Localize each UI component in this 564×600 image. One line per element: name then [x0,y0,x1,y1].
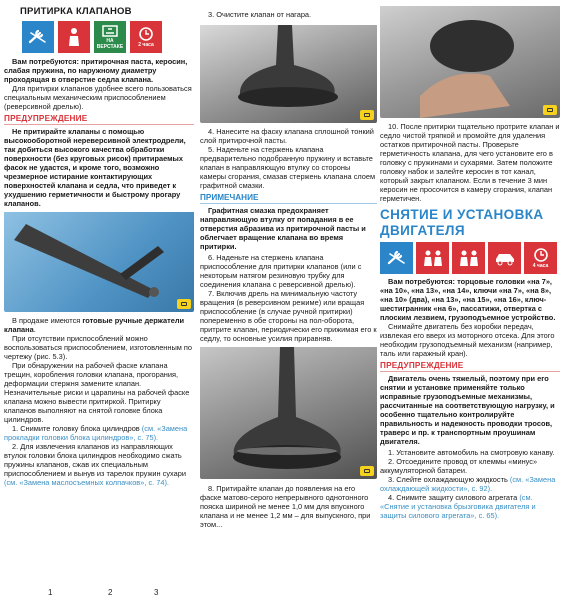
two-persons-icon [416,242,449,274]
paragraph-intro: Для притирки клапанов удобнее всего пользоваться специальным механическим приспособлением (реверсивной дрелью). [4,84,192,111]
camera-icon [177,299,191,309]
link-head-gasket[interactable]: (см. «Замена прокладки головки блока цилиндров», с. 75). [4,424,188,442]
clock-icon [524,242,557,274]
valve-lapped-illustration [200,347,377,479]
clock-icon [130,21,162,53]
figure-number: 3 [154,588,159,597]
car-lift-icon [488,242,521,274]
lift-icon [94,21,126,53]
figure-number: 1 [48,588,53,597]
warning-heading: ПРЕДУПРЕЖДЕНИЕ [380,361,560,372]
person-icon [58,21,90,53]
step-2: 2. Для извлечения клапанов из направляющих втулок головки блока цилиндров необходимо сжать пружины клапанов, сжав их специальным приспособлением и вынув из тарелок пружин сухари (см. «Замена маслосъемных колпачков», с. 74). [4,442,187,487]
link-engine-guard[interactable]: (см. «Снятие и установка брызговика двигателя и защиты силового агрегата», с. 65). [380,493,536,520]
two-persons-icon [452,242,485,274]
figure-number: 2 [108,588,113,597]
camera-icon [543,105,557,115]
link-coolant[interactable]: (см. «Замена охлаждающей жидкости», с. 92). [380,475,556,493]
step-10: 10. После притирки тщательно протрите клапан и седло чистой тряпкой и промойте для удаления остатков притирочной пасты. Проверьте герметичность клапана, для чего установите его в головку с пружинами и сухарями. Затем положите головку набок и залейте керосин в тот канал, который закрыт клапаном. Если в течение 3 мин керосин не просочится в камеру сгорания, клапан герметичен. [380,122,560,203]
section-title-valve-lapping: ПРИТИРКА КЛАПАНОВ [20,6,132,17]
paragraph-holders: В продаже имеются готовые ручные держатели клапана. [4,316,185,334]
valve-cleaning-illustration [200,25,377,123]
clock-icon-label: 2 часа [138,42,154,48]
section-heading-engine: СНЯТИЕ И УСТАНОВКА ДВИГАТЕЛЯ [380,207,544,238]
step-4: 4. Снимите защиту силового агрегата (см. «Снятие и установка брызговика двигателя и защиты силового агрегата», с. 65). [380,493,536,520]
camera-icon [360,110,374,120]
link-valve-seals[interactable]: (см. «Замена маслосъемных колпачков», с. 74). [4,478,169,487]
step-4: 4. Нанесите на фаску клапана сплошной тонкий слой притирочной пасты. [200,127,374,145]
required-tools: Вам потребуются: торцовые головки «на 7», «на 10», «на 13», «на 14», ключи «на 7», «на 8», «на 10» (два), «на 13», «на 15», «на 16», ключ-шестигранник «на 6», пассатижи, отвертка с плоским лезвием, грузоподъемное устройство. [380,277,556,322]
clock-icon-label: 4 часа [532,263,549,269]
paragraph-fixture: При отсутствии приспособлений можно воспользоваться приспособлением, изготовленным по чертежу (рис. 5.3). [4,334,193,361]
column-left [4,0,194,600]
photo-valve-holder [4,212,194,312]
column-right [380,0,560,600]
tool-icons-row [22,21,194,53]
step-3: 3. Очистите клапан от нагара. [208,10,312,19]
lift-icon-label: НА ВЕРСТАКЕ [96,38,124,50]
warning-text: Двигатель очень тяжелый, поэтому при его снятии и установке применяйте только исправные грузоподъемные механизмы, рассчитанные на соответствующую нагрузку, и особенно тщательно контролируйте правильность и надежность проводки тросов, траверс и пр. к транспортным проушинам двигателя. [380,374,555,446]
photo-valve-lapped [200,347,377,479]
warning-text: Не притирайте клапаны с помощью высокооборотной нереверсивной электродрели, так добиться высокого качества обработки поверхности (без круговых рисок) притираемых фасок не удастся, и кроме того, возможно чрезмерное истирание контактирующих поверхностей клапана и седла, что приведет к ухудшению герметичности и быстрому прогару клапанов. [4,127,186,208]
step-1: 1. Установите автомобиль на смотровую канаву. [388,448,555,457]
photo-valve-cleaning [200,25,377,123]
wrench-icon [22,21,54,53]
step-6: 6. Наденьте на стержень клапана приспособление для притирки клапанов (или с некоторым натягом резиновую трубку для соединения клапана с реверсивной дрелью). [200,253,362,289]
valve-holder-illustration [4,212,194,312]
step-8: 8. Притирайте клапан до появления на его фаске матово-серого непрерывного однотонного пояска шириной не менее 1,0 мм для впускного клапана и не менее 1,2 мм – для выпускного, при этом... [200,484,371,529]
step-5: 5. Наденьте на стержень клапана предварительно подобранную пружину и вставьте клапан в направляющую втулку со стороны камеры сгорания, смазав стержень клапана слоем графитной смазки. [200,145,376,190]
required-tools: Вам потребуются: притирочная паста, керосин, слабая пружина, по наружному диаметру проходящая в отверстие седла клапана. [4,57,188,84]
step-1: 1. Снимите головку блока цилиндров (см. «Замена прокладки головки блока цилиндров», с. 75). [4,424,188,442]
step-3: 3. Слейте охлаждающую жидкость (см. «Замена охлаждающей жидкости», с. 92). [380,475,556,493]
tool-icons-row [380,242,560,274]
photo-valve-check [380,6,560,118]
paragraph-defects: При обнаружении на рабочей фаске клапана трещин, коробления головки клапана, прогорания, деформации стержня замените клапан. Незначительные риски и царапины на рабочей фаске клапана можно вывести притиркой. Притирку клапанов выполняют на снятой головке блока цилиндров. [4,361,190,424]
step-2: 2. Отсоедините провод от клеммы «минус» аккумуляторной батареи. [380,457,538,475]
warning-heading: ПРЕДУПРЕЖДЕНИЕ [4,114,194,125]
paragraph-engine-removal: Снимайте двигатель без коробки передач, извлекая его вверх из моторного отсека. Для этого необходим грузоподъемный механизм (например, таль или гаражный кран). [380,322,555,358]
note-text: Графитная смазка предохраняет направляющую втулку от попадания в ее отверстия абразива из притирочной пасты и облегчает вращение клапана во время притирки. [200,206,366,251]
valve-check-illustration [380,6,560,118]
camera-icon [360,466,374,476]
note-heading: ПРИМЕЧАНИЕ [200,193,377,204]
wrench-icon [380,242,413,274]
column-middle [200,0,377,600]
step-7: 7. Включив дрель на минимальную частоту вращения (в реверсивном режиме) или вращая приспособление (в случае ручной притирки) попеременно в обе стороны на пол-оборота, притрите клапан, периодически его прижимая его к седлу, то основные усилия приравняв. [200,289,377,343]
